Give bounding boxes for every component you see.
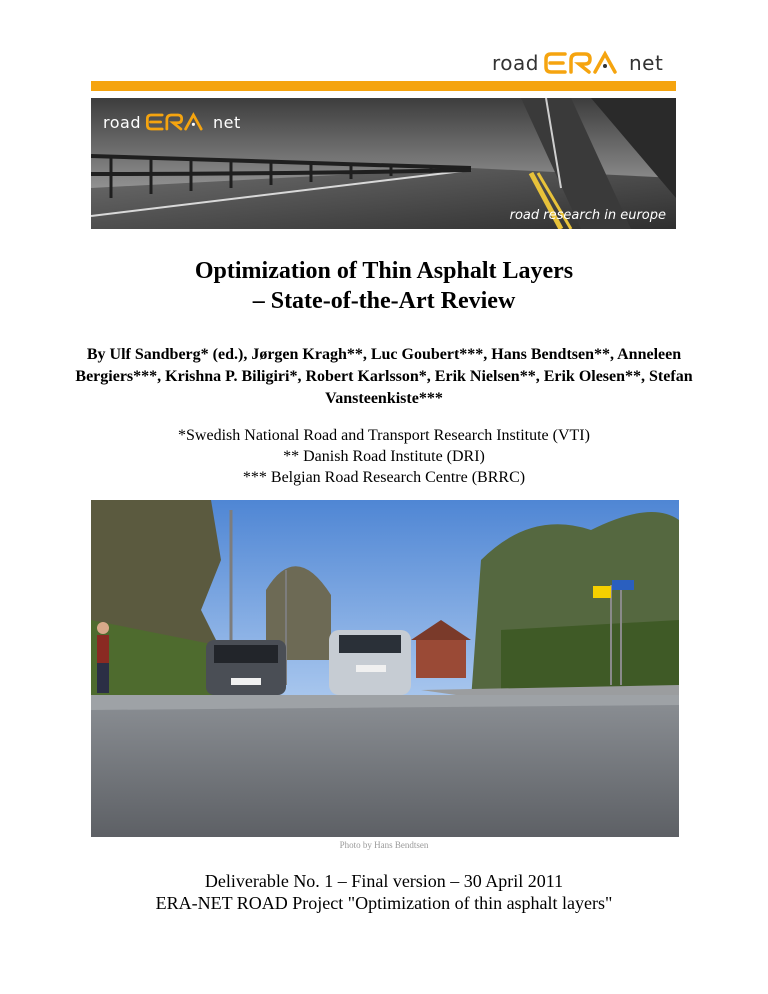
affiliation-brrc: *** Belgian Road Research Centre (BRRC) [242, 469, 526, 486]
affiliation-vti: *Swedish National Road and Transport Research Institute (VTI) [178, 427, 590, 444]
street-scene-illustration [91, 500, 679, 837]
document-title-line-1: Optimization of Thin Asphalt Layers [194, 258, 574, 284]
banner-image [91, 98, 676, 229]
affiliation-dri: ** Danish Road Institute (DRI) [283, 448, 485, 465]
banner-era-logo-icon [145, 110, 209, 134]
header-rule [91, 81, 676, 91]
era-logo-icon [543, 48, 625, 78]
banner-logo-word-road: road [103, 112, 141, 132]
author-list: By Ulf Sandberg* (ed.), Jørgen Kragh**, Luc Goubert***, Hans Bendtsen**, Anneleen Bergiers***, Krishna P. Biligiri*, Robert Karlsson*, Erik Nielsen**, Erik Olesen**, Stefan Vansteenkiste*** [75, 346, 693, 407]
top-brand-logo [492, 46, 663, 80]
banner-logo-word-net: net [212, 112, 241, 132]
logo-word-net: net [628, 51, 664, 75]
logo-word-road: road [492, 51, 539, 75]
deliverable-line: Deliverable No. 1 – Final version – 30 April 2011 [204, 871, 564, 891]
banner-logo [103, 110, 241, 134]
road-photo [91, 500, 679, 837]
project-line: ERA-NET ROAD Project "Optimization of thin asphalt layers" [155, 893, 613, 913]
document-title-line-2: – State-of-the-Art Review [252, 288, 516, 314]
photo-credit: Photo by Hans Bendtsen [339, 840, 429, 850]
banner-tagline: road research in europe [509, 208, 666, 223]
